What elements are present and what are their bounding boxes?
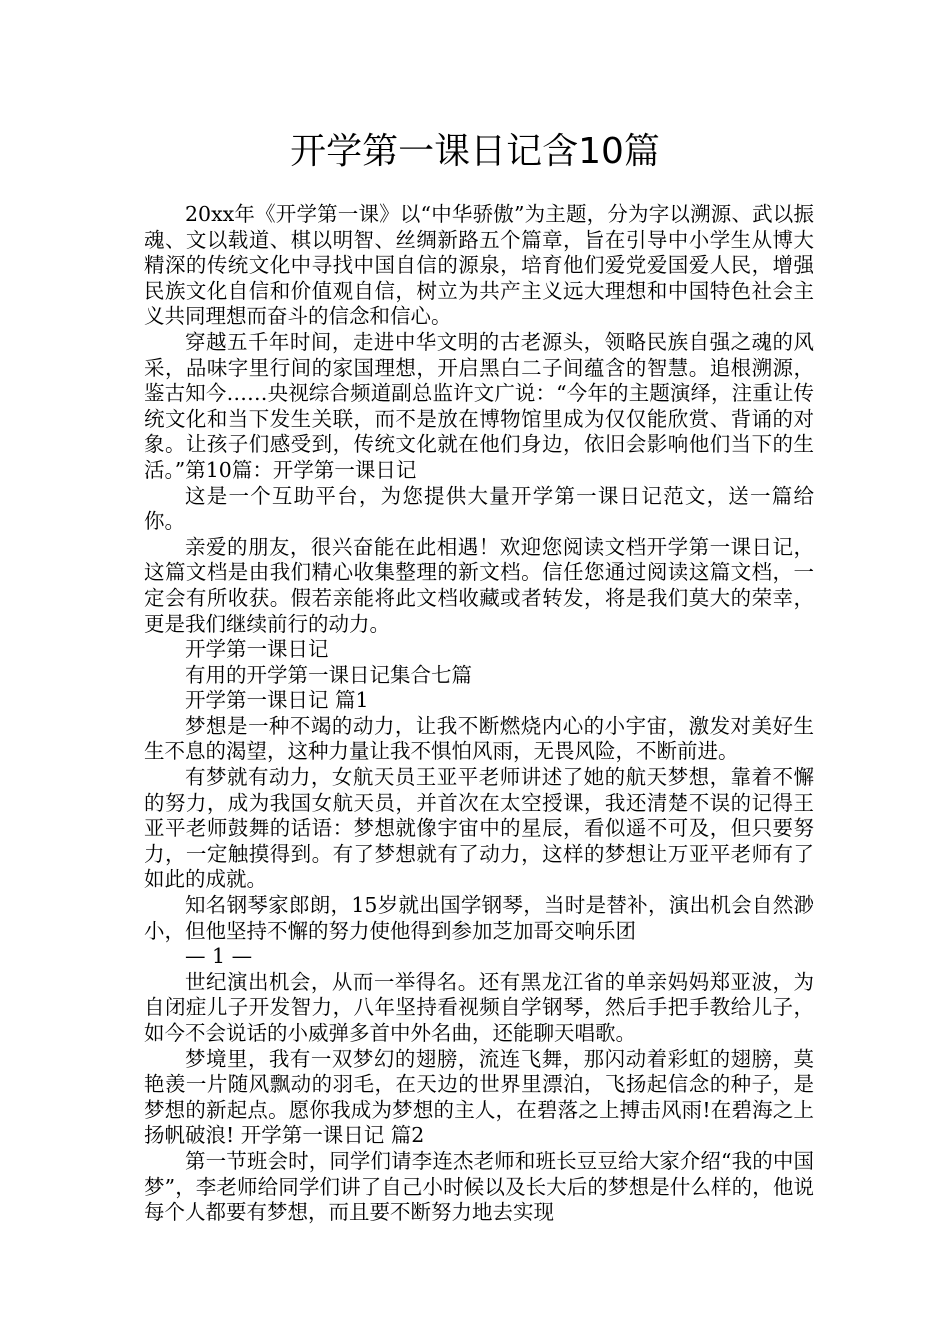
paragraph: 第一节班会时，同学们请李连杰老师和班长豆豆给大家介绍“我的中国梦”，李老师给同学们讲了自己小时候以及长大后的梦想是什么样的，他说每个人都要有梦想，而且要不断努力地去实现 [144, 1148, 814, 1225]
section-heading: 开学第一课日记 篇1 [185, 688, 369, 713]
section-heading: 有用的开学第一课日记集合七篇 [185, 662, 472, 687]
paragraph: 穿越五千年时间，走进中华文明的古老源头，领略民族自强之魂的风采，品味字里行间的家国理想，开启黑白二子间蕴含的智慧。追根溯源，鉴古知今……央视综合频道副总监许文广说：“今年的主题演绎，注重让传统文化和当下发生关联，而不是放在博物馆里成为仅仅能欣赏、背诵的对象。让孩子们感受到，传统文化就在他们身边，依旧会影响他们当下的生活。”第10篇：开学第一课日记 [144, 329, 814, 482]
paragraph: 梦境里，我有一双梦幻的翅膀，流连飞舞，那闪动着彩虹的翅膀，莫艳羡一片随风飘动的羽毛，在天边的世界里漂泊，飞扬起信念的种子，是梦想的新起点。愿你我成为梦想的主人，在碧落之上搏击风雨!在碧海之上扬帆破浪! 开学第一课日记 篇2 [144, 1046, 814, 1148]
paragraph: 这是一个互助平台，为您提供大量开学第一课日记范文，送一篇给你。 [144, 483, 814, 534]
paragraph: 世纪演出机会，从而一举得名。还有黑龙江省的单亲妈妈郑亚波，为自闭症儿子开发智力，八年坚持看视频自学钢琴，然后手把手教给儿子，如今不会说话的小威弹多首中外名曲，还能聊天唱歌。 [144, 969, 814, 1045]
paragraph: 亲爱的朋友，很兴奋能在此相遇！欢迎您阅读文档开学第一课日记，这篇文档是由我们精心收集整理的新文档。信任您通过阅读这篇文档，一定会有所收获。假若亲能将此文档收藏或者转发，将是我们莫大的荣幸，更是我们继续前行的动力。 [144, 534, 814, 636]
document-body [144, 202, 814, 1226]
paragraph: 知名钢琴家郎朗，15岁就出国学钢琴，当时是替补，演出机会自然渺小，但他坚持不懈的努力使他得到参加芝加哥交响乐团 [144, 893, 814, 943]
page-number: — 1 — [185, 944, 253, 969]
section-heading: 开学第一课日记 [185, 637, 329, 662]
paragraph: 梦想是一种不竭的动力，让我不断燃烧内心的小宇宙，激发对美好生生不息的渴望，这种力量让我不惧怕风雨，无畏风险，不断前进。 [144, 713, 814, 764]
document-title: 开学第一课日记含10篇 [290, 131, 660, 172]
paragraph: 20xx年《开学第一课》以“中华骄傲”为主题，分为字以溯源、武以振魂、文以载道、棋以明智、丝绸新路五个篇章，旨在引导中小学生从博大精深的传统文化中寻找中国自信的源泉，培育他们爱党爱国爱人民，增强民族文化自信和价值观自信，树立为共产主义远大理想和中国特色社会主义共同理想而奋斗的信念和信心。 [144, 202, 814, 329]
paragraph: 有梦就有动力，女航天员王亚平老师讲述了她的航天梦想，靠着不懈的努力，成为我国女航天员，并首次在太空授课，我还清楚不误的记得王亚平老师鼓舞的话语：梦想就像宇宙中的星辰，看似遥不可及，但只要努力，一定触摸得到。有了梦想就有了动力，这样的梦想让万亚平老师有了如此的成就。 [144, 765, 814, 892]
